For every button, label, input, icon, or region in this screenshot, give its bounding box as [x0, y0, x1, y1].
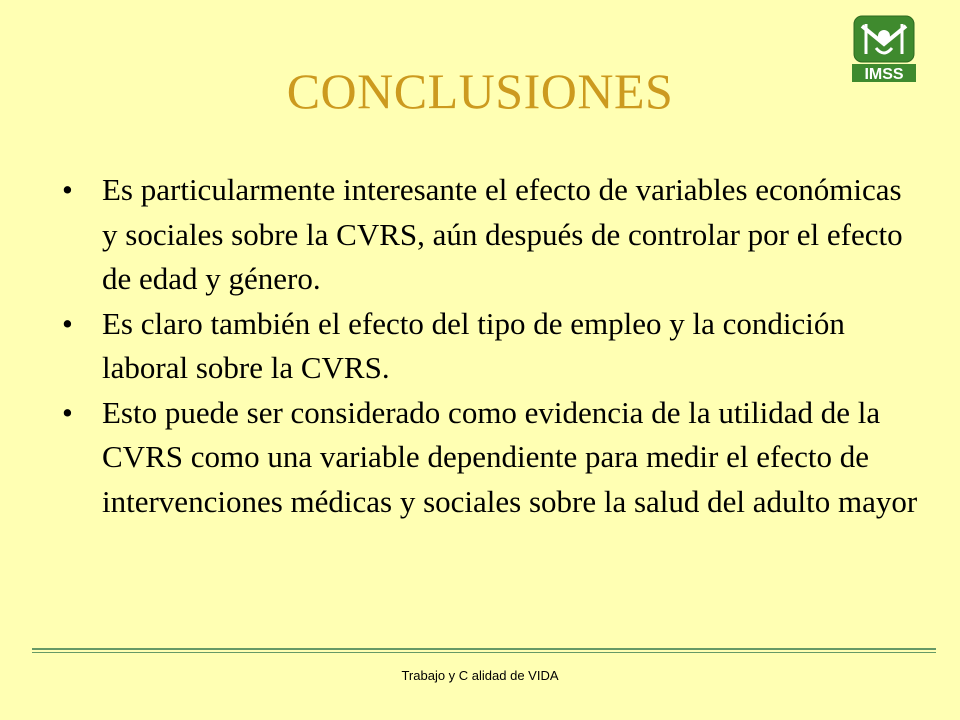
conclusions-list: [56, 168, 924, 524]
bullet-text: Esto puede ser considerado como evidencia de la utilidad de la CVRS como una variable dependiente para medir el efecto de intervenciones médicas y sociales sobre la salud del adulto mayor: [102, 394, 918, 519]
list-item: [56, 391, 924, 525]
list-item: [56, 302, 924, 391]
footer-divider: [32, 648, 936, 650]
footer-text: Trabajo y C alidad de VIDA: [401, 668, 559, 683]
slide-title: CONCLUSIONES: [286, 63, 674, 119]
bullet-text: Es claro también el efecto del tipo de empleo y la condición laboral sobre la CVRS.: [102, 305, 845, 385]
list-item: [56, 168, 924, 302]
bullet-icon: •: [62, 172, 73, 207]
bullet-icon: •: [62, 305, 73, 341]
logo-text: IMSS: [864, 66, 904, 83]
bullet-icon: •: [62, 394, 73, 430]
footer-divider-thin: [32, 652, 936, 653]
bullet-text: Es particularmente interesante el efecto de variables económicas y sociales sobre la CVRS, aún después de controlar por el efecto de edad y género.: [102, 172, 903, 296]
